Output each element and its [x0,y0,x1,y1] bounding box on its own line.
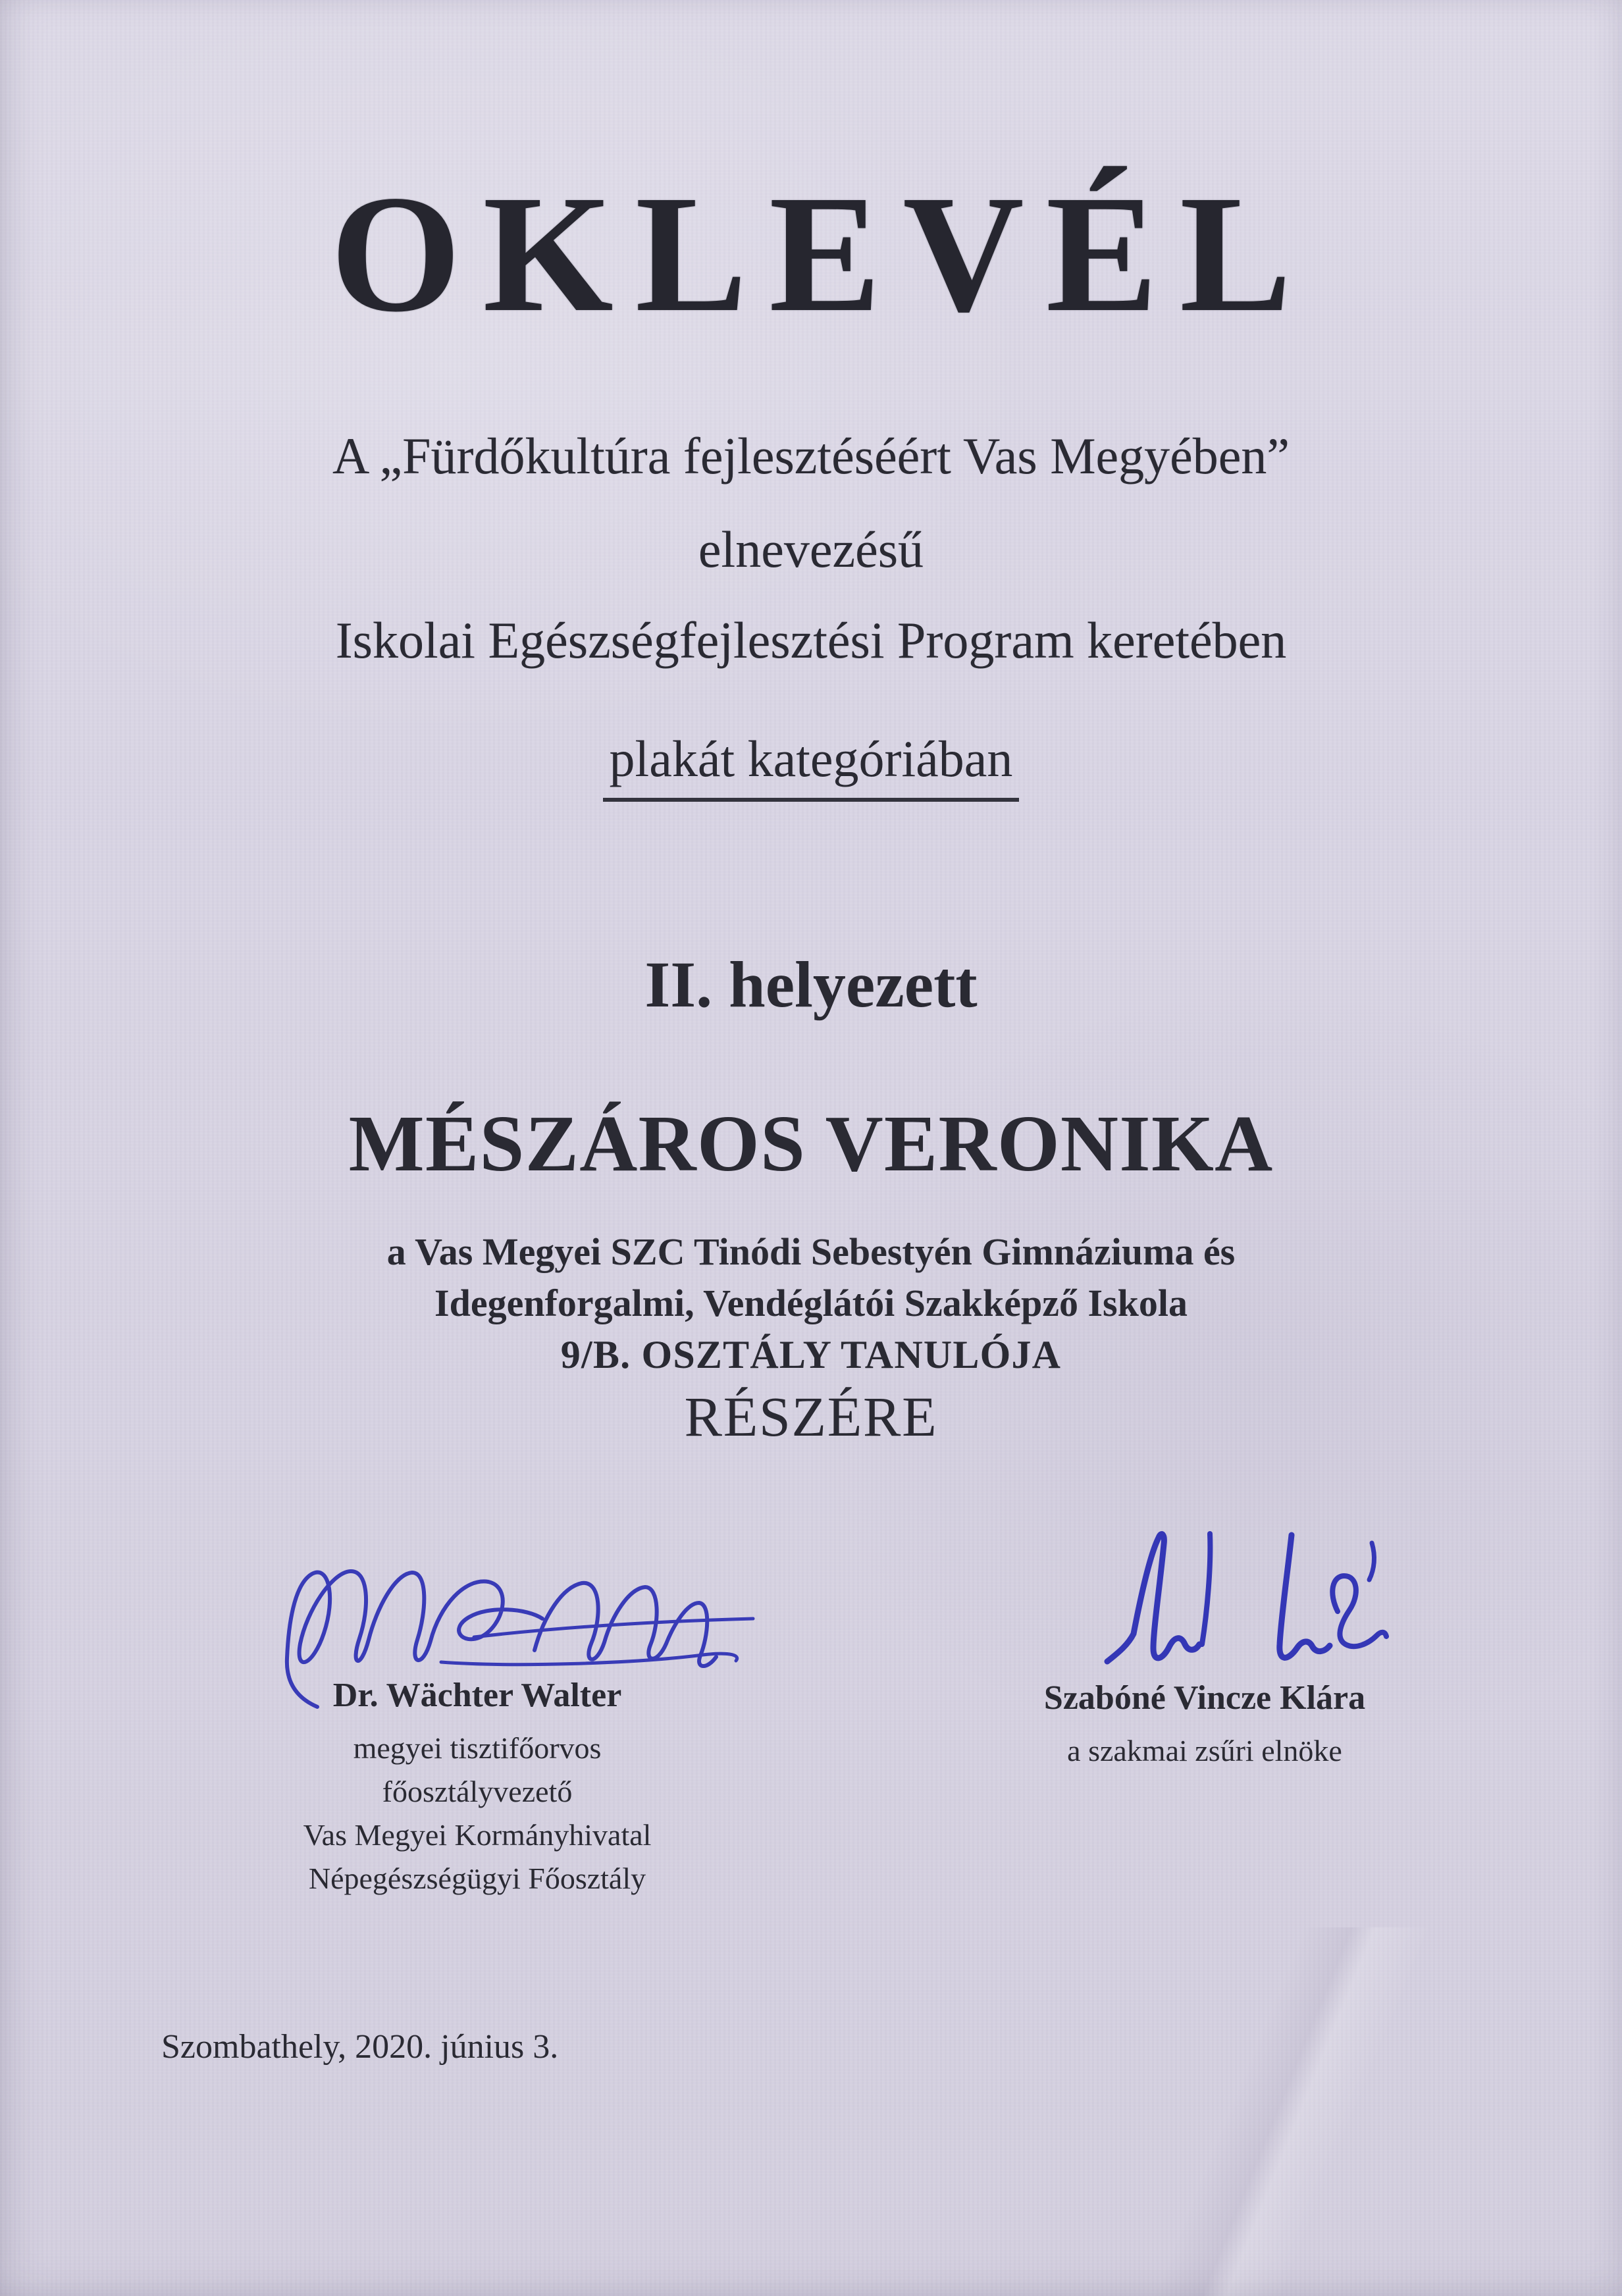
category-line [0,729,1622,802]
recipient-school-line-1: a Vas Megyei SZC Tinódi Sebestyén Gimnáziuma és [386,1230,1236,1273]
signer-right-role-1: a szakmai zsűri elnöke [1067,1734,1342,1767]
signer-left-roles [197,1727,757,1900]
signer-left-block [197,1676,757,1900]
placement-line: II. helyezett [644,948,978,1021]
signer-right-block [961,1679,1448,1773]
recipient-name: MÉSZÁROS VERONIKA [348,1099,1274,1188]
signer-left-role-1: megyei tisztifőorvos [353,1731,602,1765]
signer-left-role-4: Népegészségügyi Főosztály [308,1862,646,1895]
signature-right-ink [1080,1518,1396,1696]
program-name-line: A „Fürdőkultúra fejlesztéséért Vas Megyében” [332,427,1290,484]
signer-left-role-2: főosztályvezető [382,1775,573,1808]
certificate-title: OKLEVÉL [330,161,1314,347]
program-frame-line: Iskolai Egészségfejlesztési Program keretében [335,612,1287,669]
date-line: Szombathely, 2020. június 3. [161,2028,559,2066]
program-named-line: elnevezésű [698,521,924,578]
paper-crease [964,1927,1622,2296]
recipient-class-line: 9/B. OSZTÁLY TANULÓJA [560,1333,1062,1376]
signer-left-name: Dr. Wächter Walter [332,1677,622,1714]
for-label: RÉSZÉRE [684,1385,938,1448]
category-underlined-text: plakát kategóriában [603,729,1020,802]
signer-left-role-3: Vas Megyei Kormányhivatal [303,1818,652,1852]
signer-right-roles [961,1729,1448,1773]
recipient-school-line-2: Idegenforgalmi, Vendéglátói Szakképző Iskola [434,1282,1188,1324]
signer-right-name: Szabóné Vincze Klára [1043,1679,1366,1717]
